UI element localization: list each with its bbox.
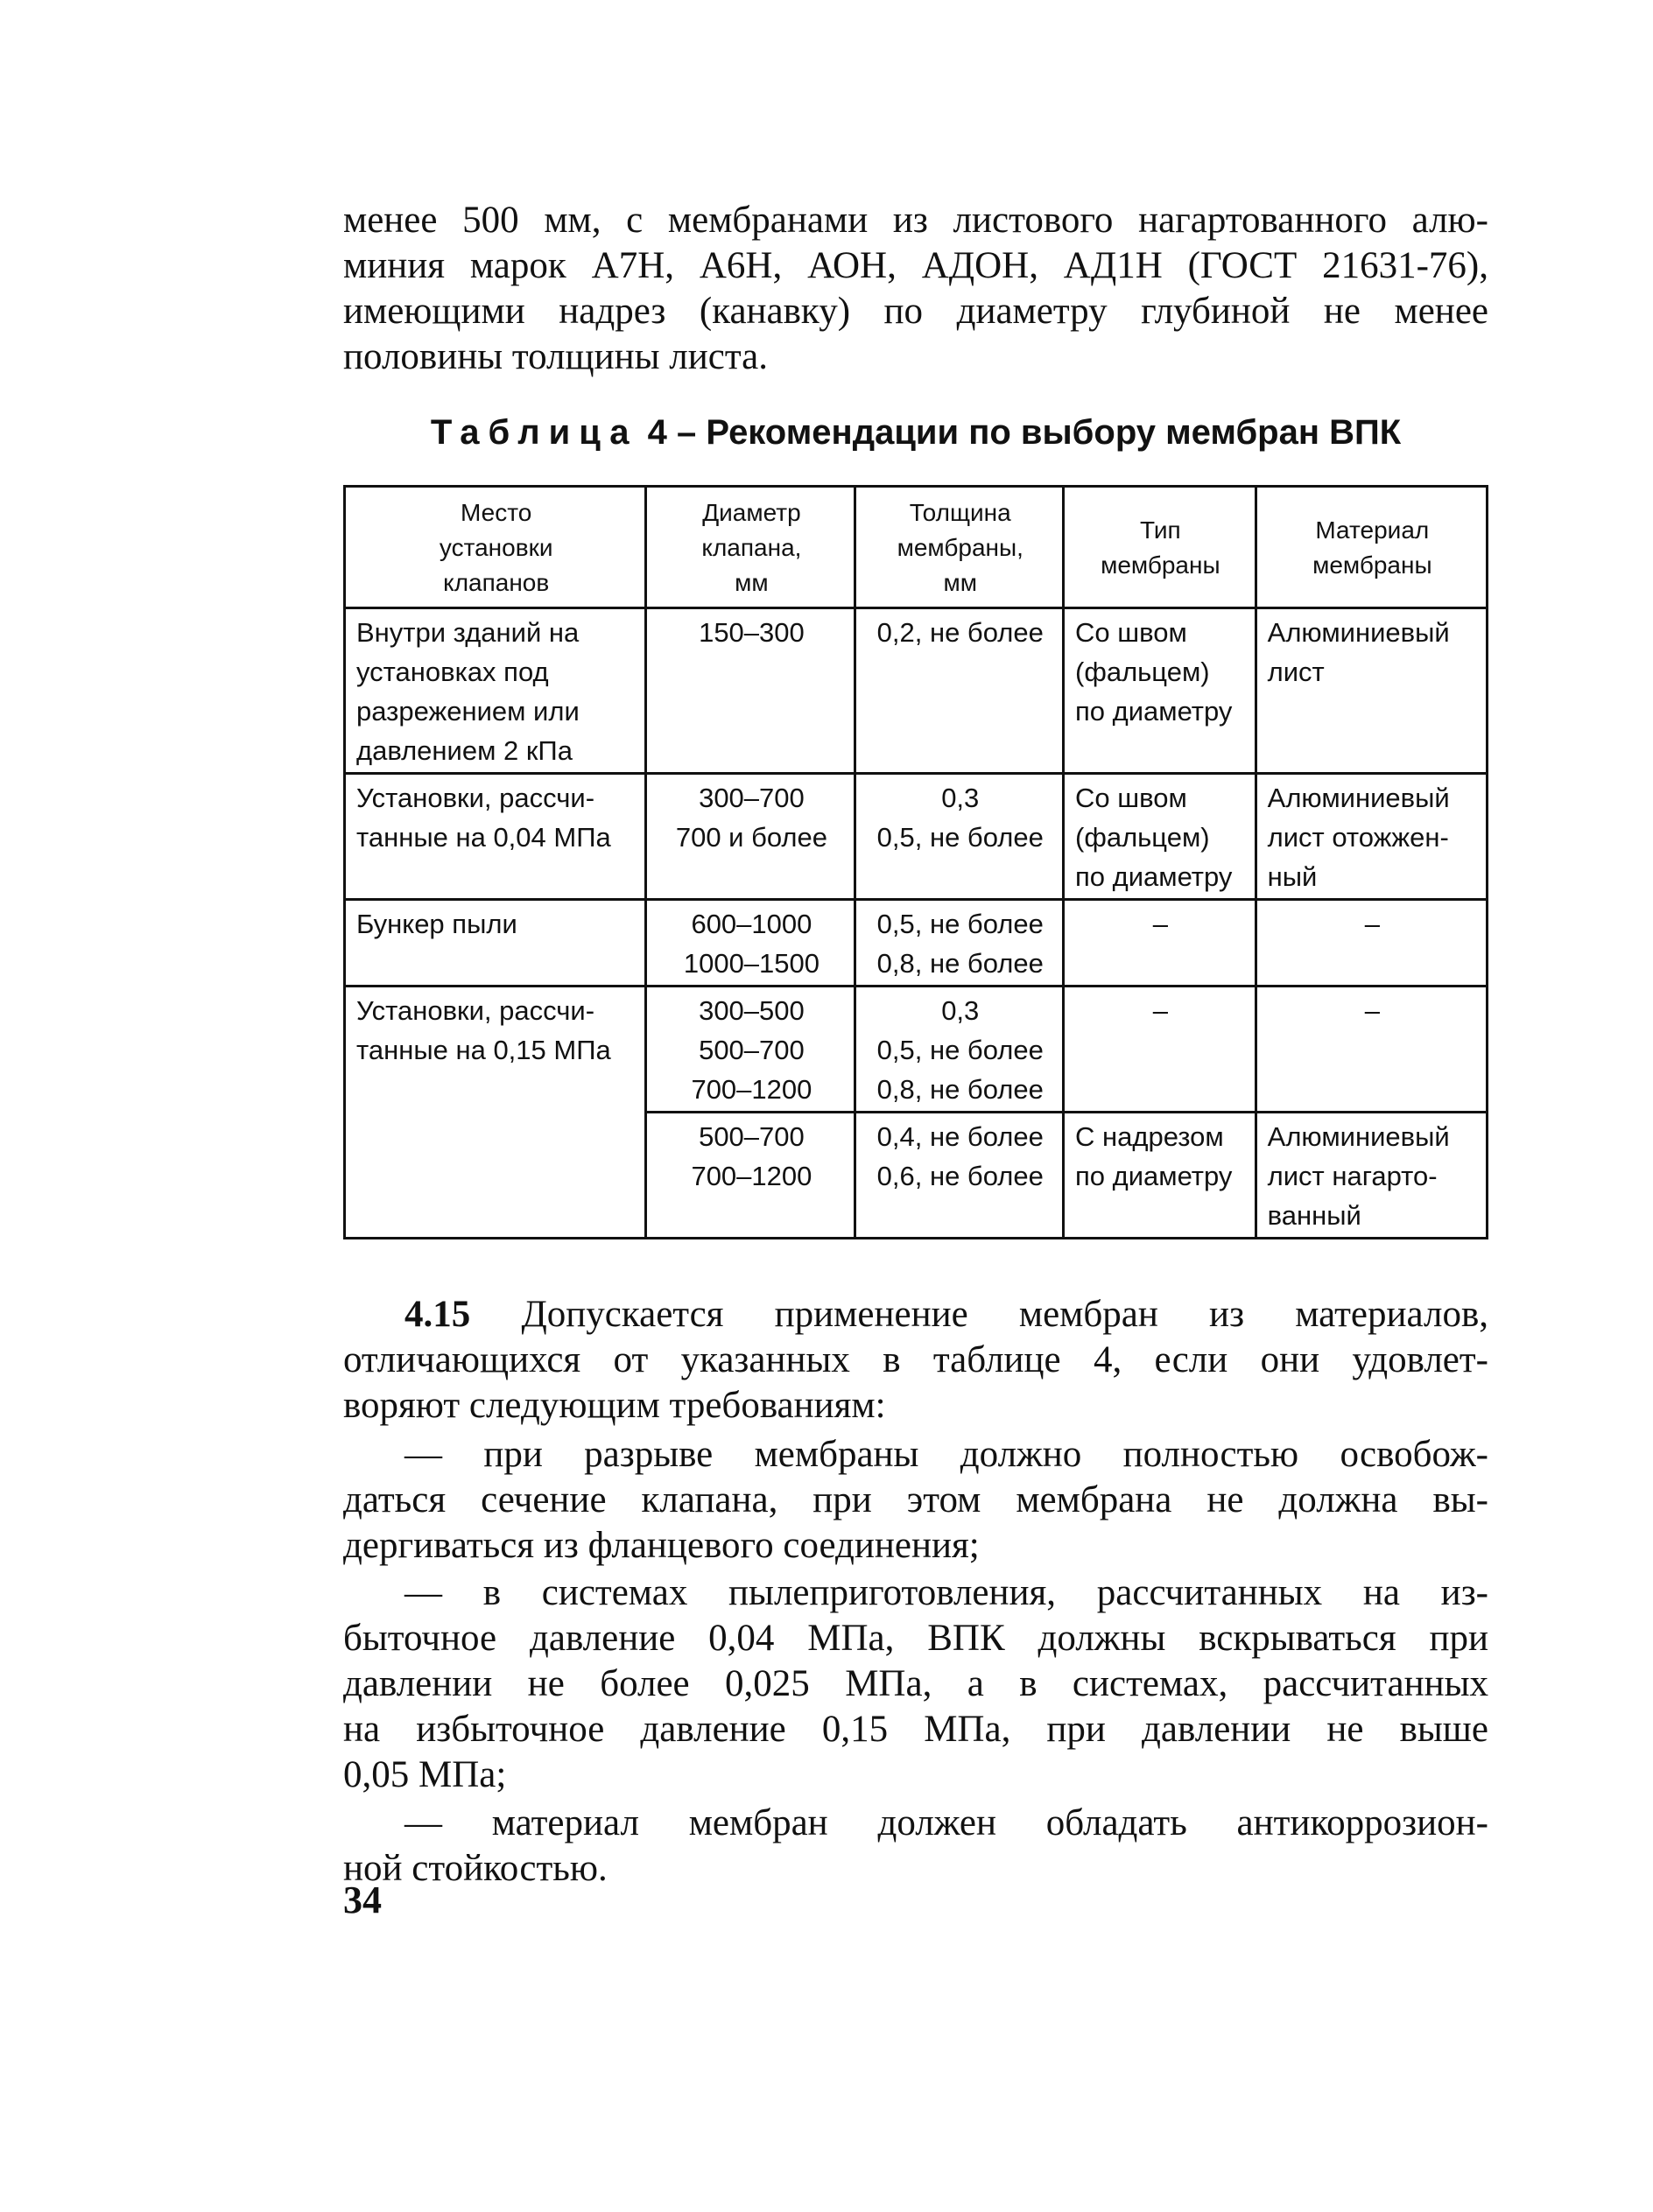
cell-type: С надрезом по диаметру: [1064, 1113, 1256, 1239]
cell-thickness: 0,2, не более: [855, 608, 1064, 774]
table-row: [345, 608, 1488, 774]
header-diameter: Диаметр клапана, мм: [646, 487, 855, 608]
intro-paragraph: [343, 198, 1488, 380]
cell-material: Алюминиевый лист нагарто- ванный: [1256, 1113, 1487, 1239]
cell-type: Со швом (фальцем) по диаметру: [1064, 774, 1256, 900]
intro-line: миния марок А7Н, А6Н, АОН, АДОН, АД1Н (ГОСТ 21631-76),: [343, 245, 1488, 286]
table-header-row: [345, 487, 1488, 608]
clause-4-15: [343, 1292, 1488, 1429]
clause-line: 4.15 Допускается применение мембран из материалов,: [404, 1294, 1488, 1335]
cell-type: Со швом (фальцем) по диаметру: [1064, 608, 1256, 774]
table-row: [345, 900, 1488, 987]
header-type: Тип мембраны: [1064, 487, 1256, 608]
table-row: [345, 774, 1488, 900]
cell-type: –: [1064, 987, 1256, 1113]
cell-thickness: 0,3 0,5, не более 0,8, не более: [855, 987, 1064, 1113]
header-material: Материал мембраны: [1256, 487, 1487, 608]
cell-diameter: 300–500 500–700 700–1200: [646, 987, 855, 1113]
cell-type: –: [1064, 900, 1256, 987]
cell-thickness: 0,4, не более 0,6, не более: [855, 1113, 1064, 1239]
cell-place: Установки, рассчи- танные на 0,04 МПа: [345, 774, 646, 900]
intro-line: менее 500 мм, с мембранами из листового нагартованного алю-: [343, 200, 1488, 241]
cell-diameter: 600–1000 1000–1500: [646, 900, 855, 987]
clause-number: 4.15: [404, 1294, 471, 1335]
intro-line: имеющими надрез (канавку) по диаметру глубиной не менее: [343, 291, 1488, 332]
page-number: 34: [343, 1878, 382, 1921]
requirement-item: — материал мембран должен обладать антикоррозион- ной стойкостью.: [343, 1802, 1488, 1889]
cell-material: –: [1256, 987, 1487, 1113]
cell-diameter: 150–300: [646, 608, 855, 774]
cell-place: Бункер пыли: [345, 900, 646, 987]
table-caption-text: 4 – Рекомендации по выбору мембран ВПК: [637, 413, 1402, 452]
header-place: Место установки клапанов: [345, 487, 646, 608]
requirement-item: — в системах пылеприготовления, рассчитанных на из- быточное давление 0,04 МПа, ВПК должны вскрываться при давлении не более 0,025 МПа, а в системах, рассчитанных на избыточное давление 0,15 МПа, при давлении не выше 0,05 МПа;: [343, 1572, 1488, 1795]
table-row: [345, 987, 1488, 1113]
clause-line: воряют следующим требованиям:: [343, 1385, 886, 1426]
cell-place: Установки, рассчи- танные на 0,15 МПа: [345, 987, 646, 1239]
cell-diameter: 500–700 700–1200: [646, 1113, 855, 1239]
cell-material: Алюминиевый лист: [1256, 608, 1487, 774]
cell-diameter: 300–700 700 и более: [646, 774, 855, 900]
intro-line: половины толщины листа.: [343, 336, 768, 377]
requirement-item: — при разрыве мембраны должно полностью освобож- даться сечение клапана, при этом мембрана не должна вы- дергиваться из фланцевого соединения;: [343, 1434, 1488, 1566]
clause-line: отличающихся от указанных в таблице 4, если они удовлет-: [343, 1339, 1488, 1380]
cell-thickness: 0,5, не более 0,8, не более: [855, 900, 1064, 987]
table-caption: [343, 410, 1488, 455]
cell-thickness: 0,3 0,5, не более: [855, 774, 1064, 900]
table-caption-label: Таблица: [430, 413, 638, 452]
cell-material: –: [1256, 900, 1487, 987]
cell-material: Алюминиевый лист отожжен- ный: [1256, 774, 1487, 900]
cell-place: Внутри зданий на установках под разрежением или давлением 2 кПа: [345, 608, 646, 774]
header-thickness: Толщина мембраны, мм: [855, 487, 1064, 608]
membrane-table: [343, 485, 1488, 1239]
